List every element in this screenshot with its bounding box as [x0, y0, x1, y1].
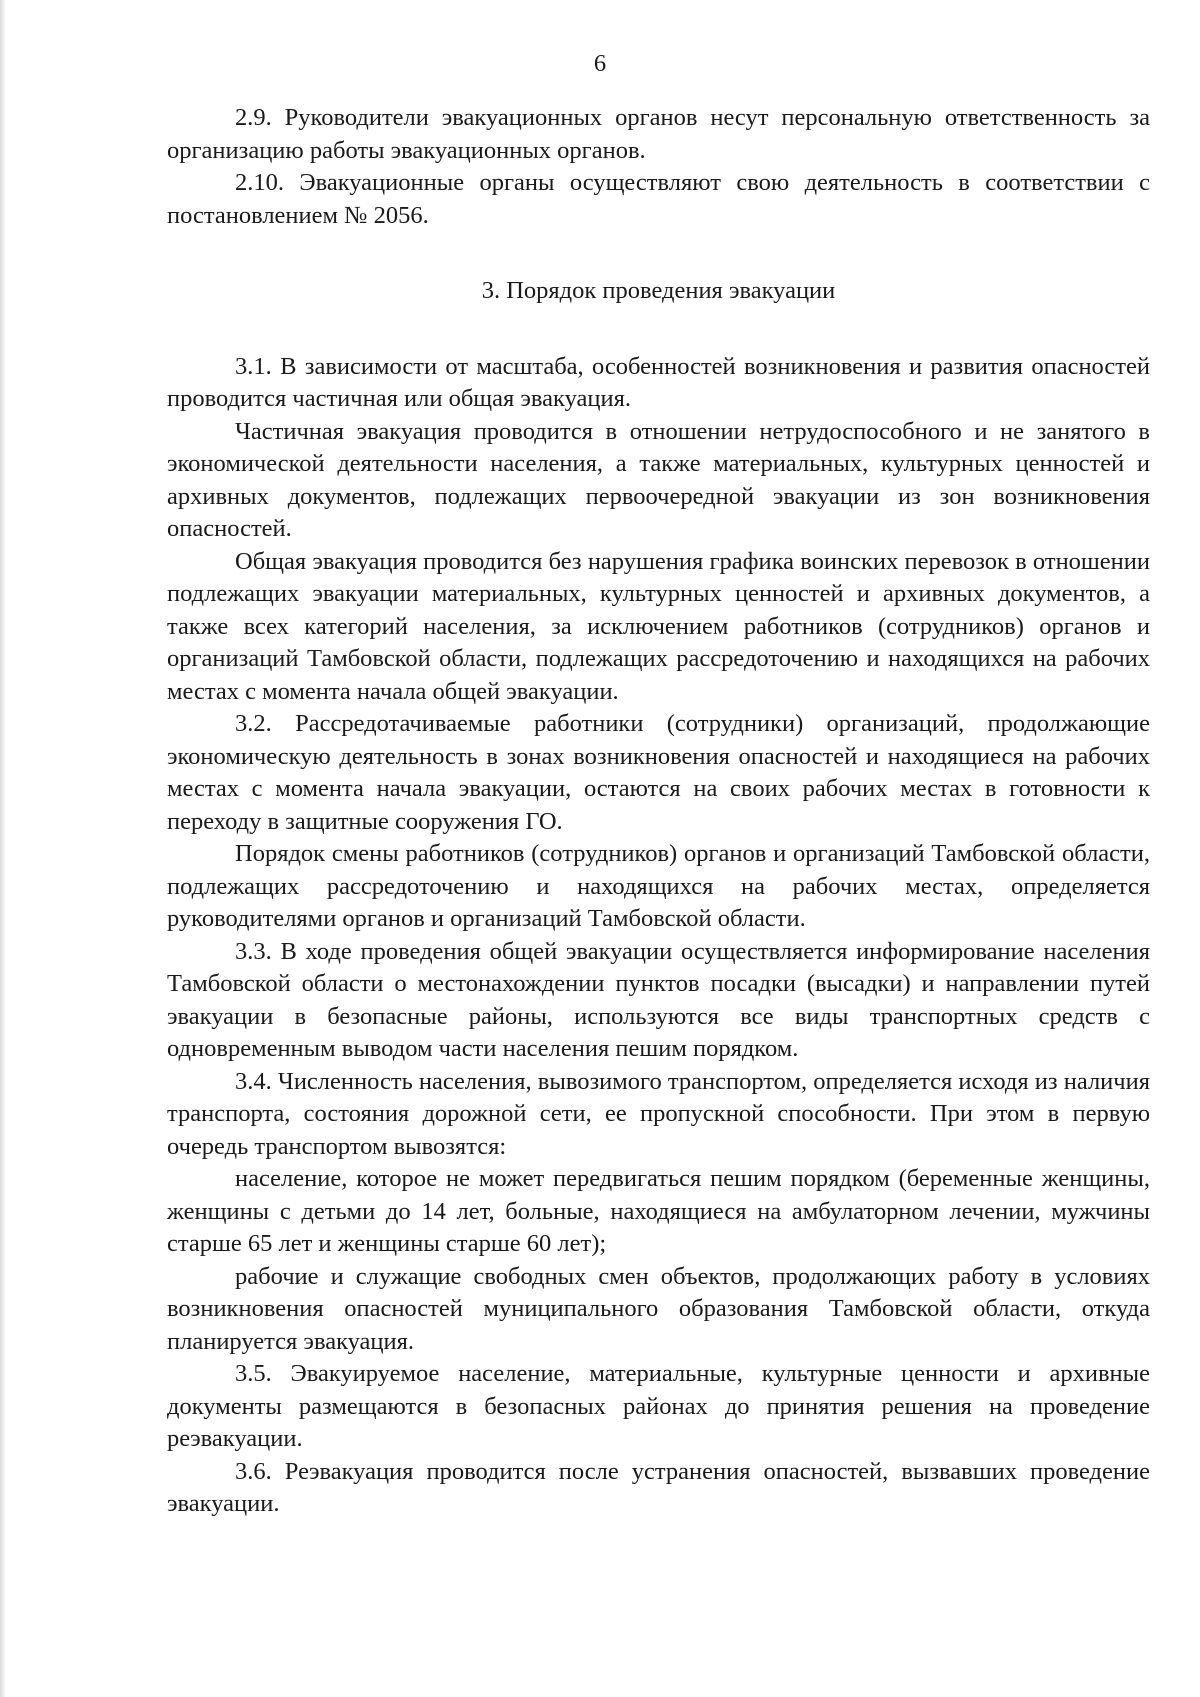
paragraph-3-2: 3.2. Рассредотачиваемые работники (сотрудники) организаций, продолжающие экономическую деятельность в зонах возникновения опасностей и находящиеся на рабочих местах с момента начала эвакуации, остаются на своих рабочих местах в готовности к переходу в защитные сооружения ГО.: [167, 710, 1150, 835]
paragraph-3-4: 3.4. Численность населения, вывозимого транспортом, определяется исходя из наличия транспорта, состояния дорожной сети, ее пропускной способности. При этом в первую очередь транспортом вывозятся:: [167, 1067, 1150, 1160]
section-heading: 3. Порядок проведения эвакуации: [481, 277, 836, 304]
paragraph-general-evacuation: Общая эвакуация проводится без нарушения графика воинских перевозок в отношении подлежащих эвакуации материальных, культурных ценностей и архивных документов, а также всех категорий населения, за исключением работников (сотрудников) органов и организаций Тамбовской области, подлежащих рассредоточению и находящихся на рабочих местах с момента начала общей эвакуации.: [167, 547, 1150, 705]
paragraph-3-6: 3.6. Реэвакуация проводится после устранения опасностей, вызвавших проведение эвакуации.: [167, 1457, 1150, 1517]
paragraph-priority-workers: рабочие и служащие свободных смен объектов, продолжающих работу в условиях возникновения опасностей муниципального образования Тамбовской области, откуда планируется эвакуация.: [167, 1262, 1150, 1355]
paragraph-2-10: 2.10. Эвакуационные органы осуществляют свою деятельность в соответствии с постановлением № 2056.: [167, 169, 1150, 229]
paragraph-shift-order: Порядок смены работников (сотрудников) органов и организаций Тамбовской области, подлежащих рассредоточению и находящихся на рабочих местах, определяется руководителями органов и организаций Тамбовской области.: [167, 840, 1150, 932]
paragraph-priority-population: население, которое не может передвигаться пешим порядком (беременные женщины, женщины с детьми до 14 лет, больные, находящиеся на амбулаторном лечении, мужчины старше 65 лет и женщины старше 60 лет);: [167, 1165, 1150, 1257]
paragraph-3-5: 3.5. Эвакуируемое население, материальные, культурные ценности и архивные документы размещаются в безопасных районах до принятия решения на проведение реэвакуации.: [167, 1360, 1150, 1452]
document-body: [167, 102, 1150, 1521]
paragraph-partial-evacuation: Частичная эвакуация проводится в отношении нетрудоспособного и не занятого в экономической деятельности населения, а также материальных, культурных ценностей и архивных документов, подлежащих первоочередной эвакуации из зон возникновения опасностей.: [167, 417, 1150, 542]
paragraph-2-9: 2.9. Руководители эвакуационных органов несут персональную ответственность за организацию работы эвакуационных органов.: [167, 104, 1150, 164]
paragraph-3-1: 3.1. В зависимости от масштаба, особенностей возникновения и развития опасностей проводится частичная или общая эвакуация.: [167, 352, 1150, 412]
page-number: 6: [593, 50, 607, 77]
scan-edge: [0, 0, 6, 1697]
paragraph-3-3: 3.3. В ходе проведения общей эвакуации осуществляется информирование населения Тамбовской области о местонахождении пунктов посадки (высадки) и направлении путей эвакуации в безопасные районы, используются все виды транспортных средств с одновременным выводом части населения пешим порядком.: [167, 937, 1150, 1062]
